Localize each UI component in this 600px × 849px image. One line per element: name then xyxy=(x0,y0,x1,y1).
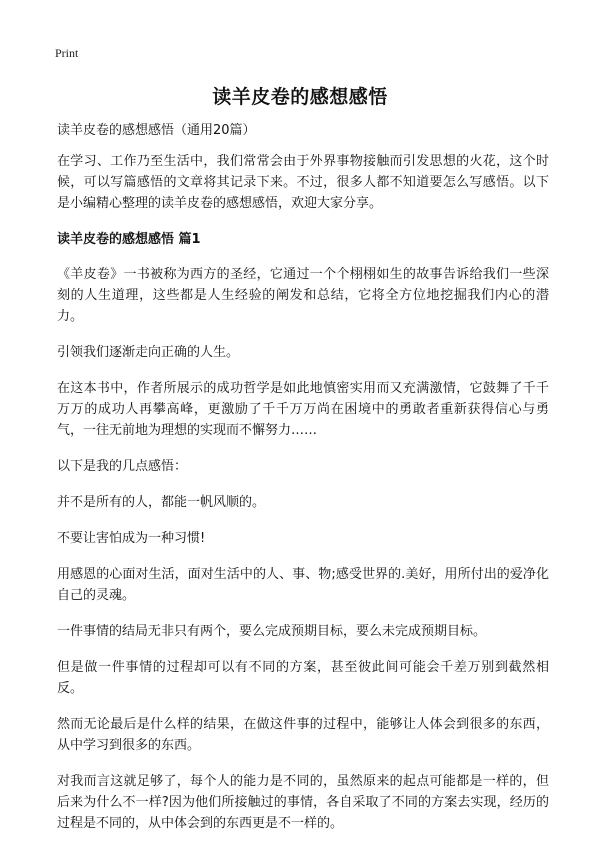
intro-paragraph: 在学习、工作乃至生活中，我们常常会由于外界事物接触而引发思想的火花，这个时候，可以写篇感悟的文章将其记录下来。不过，很多人都不知道要怎么写感悟。以下是小编精心整理的读羊皮卷的感想感悟，欢迎大家分享。 xyxy=(57,154,549,211)
print-label: Print xyxy=(55,46,79,60)
paragraph: 以下是我的几点感悟： xyxy=(57,459,188,474)
paragraph: 在这本书中，作者所展示的成功哲学是如此地慎密实用而又充满激情，它鼓舞了千千万万的成功人再攀高峰，更激励了千千万万尚在困境中的勇敢者重新获得信心与勇气，一往无前地为理想的实现而不懈努力…… xyxy=(57,381,549,438)
page-title: 读羊皮卷的感想感悟 xyxy=(212,86,388,108)
paragraph: 《羊皮卷》一书被称为西方的圣经，它通过一个个栩栩如生的故事告诉给我们一些深刻的人生道理，这些都是人生经验的阐发和总结，它将全方位地挖掘我们内心的潜力。 xyxy=(57,267,549,324)
article-subtitle: 读羊皮卷的感想感悟（通用20篇） xyxy=(57,123,256,138)
article-body xyxy=(57,120,549,849)
paragraph: 但是做一件事情的过程却可以有不同的方案，甚至彼此间可能会千差万别到截然相反。 xyxy=(57,660,549,696)
paragraph: 不要让害怕成为一种习惯! xyxy=(57,531,206,546)
paragraph: 并不是所有的人，都能一帆风顺的。 xyxy=(57,495,266,510)
paragraph: 引领我们逐渐走向正确的人生。 xyxy=(57,345,240,360)
section-heading: 读羊皮卷的感想感悟 篇1 xyxy=(57,232,201,247)
paragraph: 然而无论最后是什么样的结果，在做这件事的过程中，能够让人体会到很多的东西，从中学习到很多的东西。 xyxy=(57,717,549,753)
paragraph: 用感恩的心面对生活，面对生活中的人、事、物;感受世界的.美好，用所付出的爱净化自己的灵魂。 xyxy=(57,567,549,603)
paragraph: 一件事情的结局无非只有两个，要么完成预期目标，要么未完成预期目标。 xyxy=(57,624,487,639)
paragraph: 对我而言这就足够了，每个人的能力是不同的，虽然原来的起点可能都是一样的，但后来为什么不一样?因为他们所接触过的事情，各自采取了不同的方案去实现，经历的过程是不同的，从中体会到的东西更是不一样的。 xyxy=(57,774,549,831)
